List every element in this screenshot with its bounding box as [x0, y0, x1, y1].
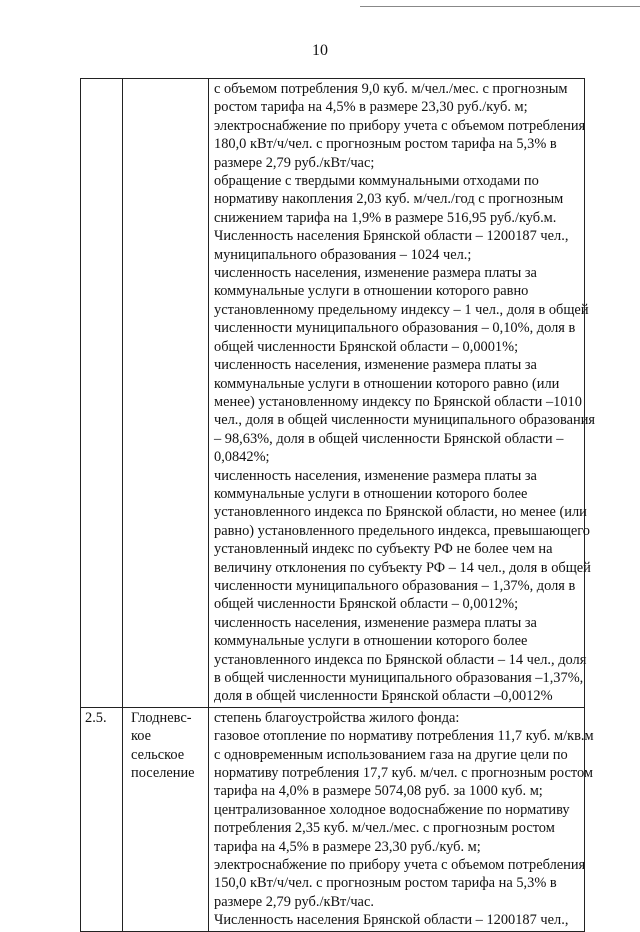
text-line: коммунальные услуги в отношении которого более — [214, 633, 528, 650]
text-line: общей численности Брянской области – 0,0012%; — [214, 596, 519, 613]
text-line: электроснабжение по прибору учета с объемом потребления — [214, 857, 586, 874]
text-line: централизованное холодное водоснабжение по нормативу — [214, 801, 570, 818]
text-line: снижением тарифа на 1,9% в размере 516,95 руб./куб.м. — [214, 209, 557, 226]
table-row — [81, 79, 585, 708]
text-line: величину отклонения по субъекту РФ – 14 чел., доля в общей — [214, 559, 591, 576]
text-line: тарифа на 4,0% в размере 5074,08 руб. за 1000 куб. м; — [214, 783, 543, 800]
text-line: муниципального образования – 1024 чел.; — [214, 246, 472, 263]
text-line: 180,0 кВт/ч/чел. с прогнозным ростом тарифа на 5,3% в — [214, 136, 557, 153]
text-line: доля в общей численности Брянской области –0,0012% — [214, 688, 553, 705]
text-line: потребления 2,35 куб. м/чел./мес. с прогнозным ростом — [214, 820, 555, 837]
text-line: Численность населения Брянской области – 1200187 чел., — [214, 228, 569, 245]
row-description — [209, 79, 596, 708]
top-rule — [360, 6, 640, 7]
text-line: коммунальные услуги в отношении которого равно (или — [214, 375, 560, 392]
name-line: кое — [131, 728, 152, 745]
text-line: – 98,63%, доля в общей численности Брянской области – — [214, 430, 564, 447]
text-line: 150,0 кВт/ч/чел. с прогнозным ростом тарифа на 5,3% в — [214, 875, 557, 892]
name-line: Глодневс- — [131, 709, 192, 726]
row-description — [209, 707, 594, 931]
text-line: размере 2,79 руб./кВт/час. — [214, 893, 374, 910]
table-row — [81, 707, 585, 931]
text-line: нормативу накопления 2,03 куб. м/чел./год с прогнозным — [214, 191, 564, 208]
text-line: установленного индекса по Брянской области – 14 чел., доля — [214, 651, 587, 668]
name-line: поселение — [131, 765, 195, 782]
text-line: равно) установленного предельного индекса, превышающего — [214, 522, 590, 539]
text-line: ростом тарифа на 4,5% в размере 23,30 руб./куб. м; — [214, 99, 528, 116]
text-line: газовое отопление по нормативу потребления 11,7 куб. м/кв.м — [214, 728, 594, 745]
text-line: обращение с твердыми коммунальными отходами по — [214, 173, 539, 190]
text-line: менее) установленному индексу по Брянской области –1010 — [214, 393, 582, 410]
text-line: численность населения, изменение размера платы за — [214, 357, 537, 374]
municipality-name — [123, 707, 209, 931]
text-line: численности муниципального образования – 0,10%, доля в — [214, 320, 576, 337]
page-number: 10 — [312, 42, 328, 59]
text-line: нормативу потребления 17,7 куб. м/чел. с прогнозным ростом — [214, 765, 593, 782]
municipality-name — [123, 79, 209, 708]
text-line: электроснабжение по прибору учета с объемом потребления — [214, 117, 586, 134]
text-line: установленного индекса по Брянской области, но менее (или — [214, 504, 587, 521]
text-line: численности муниципального образования – 1,37%, доля в — [214, 577, 576, 594]
name-line: сельское — [131, 746, 185, 763]
text-line: установленный индекс по субъекту РФ не более чем на — [214, 541, 553, 558]
text-line: установленному предельному индексу – 1 чел., доля в общей — [214, 301, 589, 318]
document-table — [80, 78, 596, 932]
text-line: с одновременным использованием газа на другие цели по — [214, 746, 568, 763]
text-line: численность населения, изменение размера платы за — [214, 467, 537, 484]
text-line: общей численности Брянской области – 0,0001%; — [214, 338, 519, 355]
text-line: 0,0842%; — [214, 449, 270, 466]
text-line: степень благоустройства жилого фонда: — [214, 709, 460, 726]
text-line: чел., доля в общей численности муниципального образования — [214, 412, 596, 429]
text-line: численность населения, изменение размера платы за — [214, 265, 537, 282]
text-line: коммунальные услуги в отношении которого более — [214, 485, 528, 502]
row-number: 2.5. — [81, 707, 123, 931]
text-line: в общей численности муниципального образования –1,37%, — [214, 670, 584, 686]
text-line: коммунальные услуги в отношении которого равно — [214, 283, 529, 300]
text-line: численность населения, изменение размера платы за — [214, 614, 537, 631]
text-line: с объемом потребления 9,0 куб. м/чел./мес. с прогнозным — [214, 81, 568, 97]
row-number — [81, 79, 123, 708]
text-line: тарифа на 4,5% в размере 23,30 руб./куб. м; — [214, 838, 481, 855]
text-line: размере 2,79 руб./кВт/час; — [214, 154, 375, 171]
text-line: Численность населения Брянской области – 1200187 чел., — [214, 912, 569, 929]
